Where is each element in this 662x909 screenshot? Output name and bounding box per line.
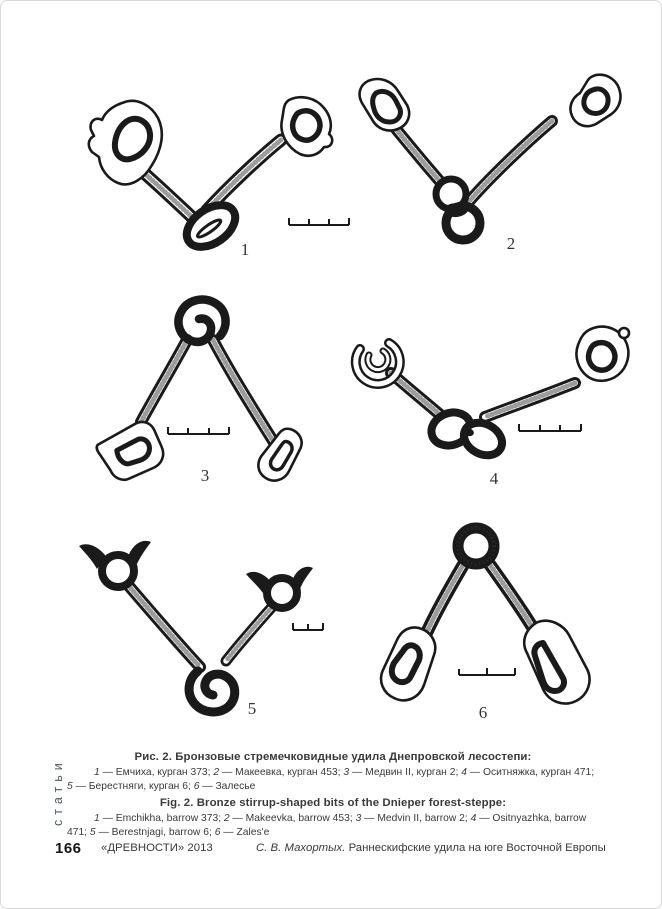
figure-caption bbox=[67, 751, 599, 844]
figure-number-4: 4 bbox=[489, 469, 499, 488]
figure-number-3: 3 bbox=[200, 466, 210, 485]
section-vertical-label: статьи bbox=[51, 758, 65, 826]
ring-joint bbox=[458, 528, 494, 564]
page-footer bbox=[1, 840, 662, 862]
bit-drawing-4 bbox=[333, 299, 633, 491]
bit-drawing-5 bbox=[74, 529, 326, 729]
stirrup-terminal bbox=[246, 567, 313, 608]
figure-number-2: 2 bbox=[506, 234, 516, 253]
running-author: С. В. Махортых. bbox=[256, 842, 346, 854]
caption-detail-en: 1 — Emchikha, barrow 373; 2 — Makeevka, barrow 453; 3 — Medvin II, barrow 2; 4 — Ositnyazhka, barrow 471; 5 — Berestnjagi, barrow 6; 6 — Zales'e bbox=[67, 813, 587, 839]
bit-drawing-1 bbox=[73, 86, 353, 268]
stirrup-terminal bbox=[381, 627, 435, 700]
bit-drawing-2 bbox=[334, 63, 634, 259]
caption-title-ru: Рис. 2. Бронзовые стремечковидные удила Днепровской лесостепи: bbox=[134, 751, 532, 763]
mouthpiece-arm bbox=[143, 172, 195, 220]
figure-number-1: 1 bbox=[240, 240, 250, 259]
stirrup-terminal bbox=[360, 79, 410, 131]
mouthpiece-arm bbox=[485, 383, 575, 417]
scale-bar bbox=[459, 668, 515, 675]
bit-drawing-6 bbox=[369, 513, 609, 723]
stirrup-terminal bbox=[524, 621, 589, 704]
stirrup-terminal bbox=[570, 75, 620, 126]
bit-drawing-3 bbox=[83, 284, 328, 484]
page-number: 166 bbox=[55, 840, 82, 857]
mouthpiece-arm bbox=[213, 340, 275, 444]
spiral-joint bbox=[189, 671, 235, 712]
stirrup-terminal bbox=[576, 327, 629, 381]
mouthpiece-arm bbox=[391, 373, 445, 419]
mouthpiece-arm bbox=[141, 340, 187, 422]
stirrup-terminal bbox=[93, 412, 172, 490]
figure-number-6: 6 bbox=[478, 703, 488, 722]
mouthpiece-arm bbox=[128, 585, 200, 667]
scale-bar bbox=[293, 623, 323, 630]
caption-detail-ru: 1 — Емчиха, курган 373; 2 — Макеевка, курган 453; 3 — Медвин II, курган 2; 4 — Оситняжка, курган 471; 5 — Берестняги, курган 6; 6 — Залесье bbox=[67, 767, 595, 792]
caption-title-en: Fig. 2. Bronze stirrup-shaped bits of the Dnieper forest-steppe: bbox=[159, 797, 507, 810]
mouthpiece-arm bbox=[422, 562, 465, 643]
hook-terminal bbox=[356, 343, 400, 384]
slotted-terminal bbox=[252, 424, 311, 487]
running-head bbox=[256, 842, 606, 854]
stirrup-terminal bbox=[281, 97, 332, 156]
figure-number-5: 5 bbox=[247, 699, 257, 718]
running-title: Раннескифские удила на юге Восточной Европы bbox=[348, 842, 606, 854]
mouthpiece-arm bbox=[226, 607, 272, 661]
stirrup-terminal bbox=[79, 541, 151, 587]
journal-title: «ДРЕВНОСТИ» 2013 bbox=[101, 842, 213, 854]
spiral-joint bbox=[178, 300, 225, 342]
scale-bar bbox=[168, 427, 229, 434]
mouthpiece-arm bbox=[207, 140, 281, 210]
mouthpiece-arm bbox=[466, 121, 552, 205]
scale-bar bbox=[519, 424, 581, 431]
